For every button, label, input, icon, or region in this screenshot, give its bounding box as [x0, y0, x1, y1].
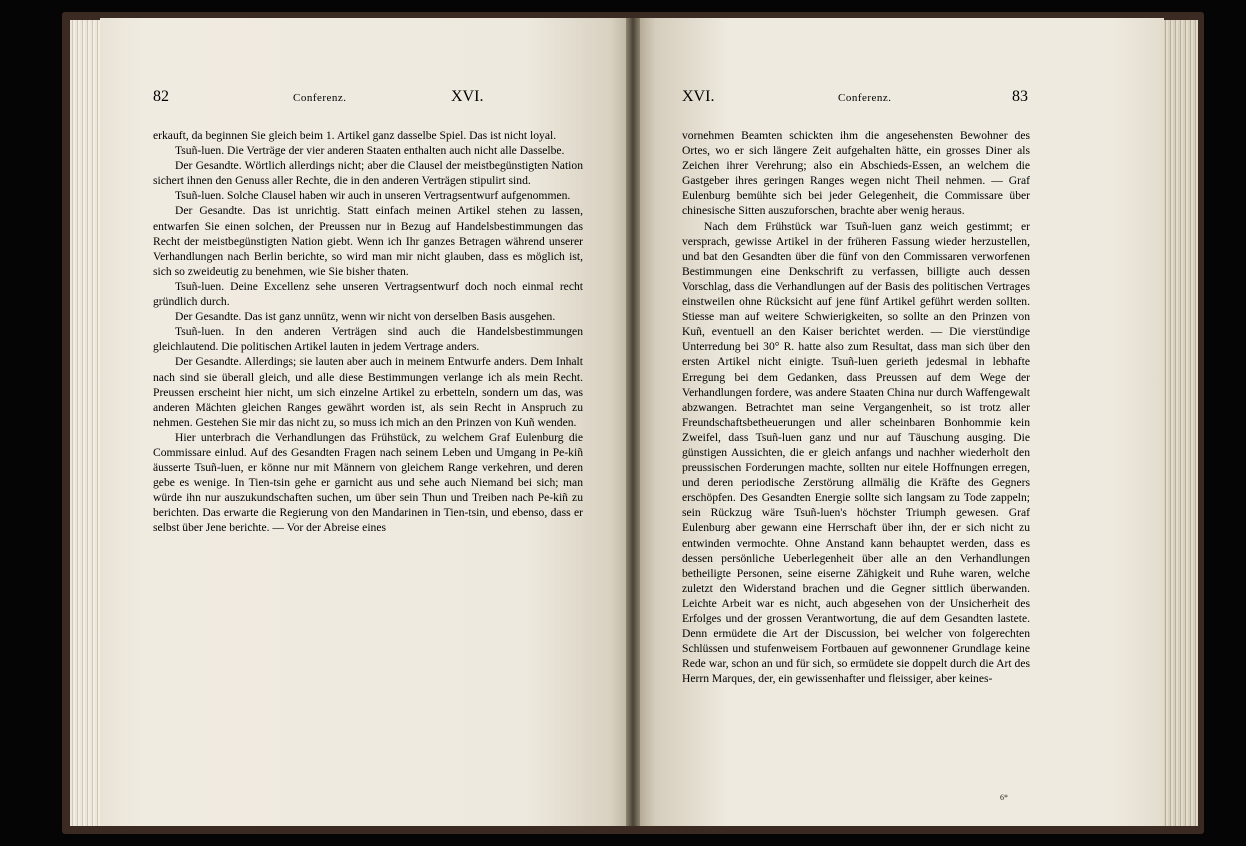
- paragraph: Tsuñ-luen. Die Verträge der vier anderen Staaten enthalten auch nicht alle Dasselbe.: [175, 144, 565, 158]
- left-running-title: Conferenz.: [293, 92, 347, 104]
- paragraph: Nach dem Frühstück war Tsuñ-luen ganz weich gestimmt; er versprach, gewisse Artikel in der früheren Fassung wieder herzustellen, und bat den Gesandten über die fünf von den Commissaren verworfenen Bestimmungen eine Denkschrift zu verfassen, billigte auch dessen Vorschlag, dass die Verhandlungen auf der Basis des politischen Vertrages einstweilen ohne Rücksicht auf jene fünf Artikel geführt werden sollten. Stiesse man auf weitere Schwierigkeiten, so sollte an den Prinzen von Kuñ, eventuell an den Kaiser berichtet werden. — Die vierstündige Unterredung bei 30° R. hatte also zum Resultat, dass man sich über den ersten Artikel nicht einigte. Tsuñ-luen gerieth jedesmal in lebhafte Erregung bei dem Gedanken, dass Preussen auf dem Wege der Verhandlungen fordere, was andere Staaten China nur durch Waffengewalt abzwangen. Betrachtet man seine Vergangenheit, so ist trotz aller Freundschaftsbetheuerungen und aller scheinbaren Bonhommie kein Zweifel, dass Tsuñ-luen ganz und nur auf Täuschung ausging. Die günstigen Aussichten, die er gleich anfangs und nachher wiederholt den preussischen Forderungen machte, sollten nur eitele Hoffnungen erregen, und deren periodische Zerstörung allmälig die Kräfte des Gegners erschöpfen. Des Gesandten Energie sollte sich langsam zu Tode zappeln; sein Rückzug wäre Tsuñ-luen's höchster Triumph gewesen. Graf Eulenburg aber gewann eine Herrschaft über ihn, der er sich nicht zu entwinden vermochte. Ohne Anstand kann behauptet werden, dass es dessen persönliche Ueberlegenheit über alle an den Verhandlungen betheiligte Personen, seine eiserne Zähigkeit und Ruhe waren, welche zuletzt den Widerstand brachen und die Gegner sittlich überwanden. Leichte Arbeit war es nicht, auch abgesehen von der Unsicherheit des Erfolges und der grossen Verantwortung, die auf dem Gesandten lastete. Denn ermüdete die Art der Discussion, bei welcher von folgerechten Schlüssen und stufenweisem Fortbauen auf gewonnener Grundlage keine Rede war, schon an und für sich, so ermüdete sie doppelt durch die Art des Herrn Marques, der, ein gewissenhafter und fleissiger, aber keines-: [682, 219, 1030, 686]
- right-running-title: Conferenz.: [838, 92, 892, 104]
- paragraph: Der Gesandte. Das ist ganz unnütz, wenn wir nicht von derselben Basis ausgehen.: [175, 310, 556, 324]
- paragraph: Der Gesandte. Allerdings; sie lauten aber auch in meinem Entwurfe anders. Dem Inhalt nach sind sie überall gleich, und alle diese Bestimmungen verlange ich als mein Recht. Preussen erscheint hier nicht, um sich einzelne Artikel zu erbetteln, sondern um das, was anderen Mächten gleichen Ranges gewährt worden ist, als sein Recht in Anspruch zu nehmen. Gestehen Sie mir das nicht zu, so muss ich mich an den Prinzen von Kuñ wenden.: [153, 355, 583, 429]
- paragraph: Tsuñ-luen. Deine Excellenz sehe unseren Vertragsentwurf doch noch einmal recht gründlich durch.: [153, 279, 583, 309]
- paragraph: Tsuñ-luen. In den anderen Verträgen sind auch die Handelsbestimmungen gleichlautend. Die politischen Artikel lauten in jedem Vertrage anders.: [153, 325, 583, 354]
- left-page-number: 82: [153, 88, 169, 105]
- left-page-header: [153, 88, 493, 110]
- paragraph: Der Gesandte. Wörtlich allerdings nicht; aber die Clausel der meistbegünstigten Nation sichert ihnen den Genuss aller Rechte, die in den anderen Verträgen stipulirt sind.: [153, 159, 583, 188]
- right-section-number: XVI.: [682, 88, 715, 105]
- right-page-edges: [1158, 20, 1198, 826]
- paragraph: vornehmen Beamten schickten ihm die angesehensten Bewohner des Ortes, wo er sich längere Zeit aufgehalten hätte, ein grosses Diner als Zeichen ihrer Verehrung; also ein Abschieds-Essen, an welchem die Gastgeber ihres geringen Ranges wegen nicht Theil nehmen. — Graf Eulenburg bemühte sich bei jeder Gelegenheit, die Commissare über chinesische Sitten auszuforschen, brachte aber wenig heraus.: [682, 129, 1030, 218]
- paragraph: Hier unterbrach die Verhandlungen das Frühstück, zu welchem Graf Eulenburg die Commissare einlud. Auf des Gesandten Fragen nach seinem Leben und Umgang in Pe-kiñ äusserte Tsuñ-luen, er könne nur mit Männern von gleichem Range verkehren, und deren gebe es wenige. In Tien-tsin gehe er garnicht aus und sehe auch Niemand bei sich; man würde ihn nur auszukundschaften suchen, um über sein Thun und Treiben nach Pe-kiñ zu berichten. Das erwarte die Regierung von den Mandarinen in Tien-tsin, und ebenso, dass er selbst über Jene berichte. — Vor der Abreise eines: [153, 430, 583, 535]
- printer-signature-mark: 6*: [1000, 793, 1008, 802]
- paragraph: erkauft, da beginnen Sie gleich beim 1. Artikel ganz dasselbe Spiel. Das ist nicht loyal.: [153, 129, 557, 142]
- paragraph: Der Gesandte. Das ist unrichtig. Statt einfach meinen Artikel stehen zu lassen, entwarfen Sie einen solchen, der Preussen nur in Bezug auf Handelsbestimmungen das Recht der meistbegünstigten Nation giebt. Wenn ich Ihr ganzes Betragen während unserer Verhandlungen nach Berlin berichte, so wird man mir nicht glauben, dass es möglich ist, sich so zweideutig zu benehmen, wie Sie bisher thaten.: [153, 204, 583, 278]
- right-page-header: [682, 88, 1028, 110]
- left-section-number: XVI.: [451, 88, 484, 105]
- left-page-text: [153, 128, 583, 536]
- paragraph: Tsuñ-luen. Solche Clausel haben wir auch in unseren Vertragsentwurf aufgenommen.: [175, 189, 571, 203]
- book-gutter: [626, 18, 640, 826]
- right-page-number: 83: [1012, 88, 1028, 105]
- right-page-text: [682, 128, 1030, 686]
